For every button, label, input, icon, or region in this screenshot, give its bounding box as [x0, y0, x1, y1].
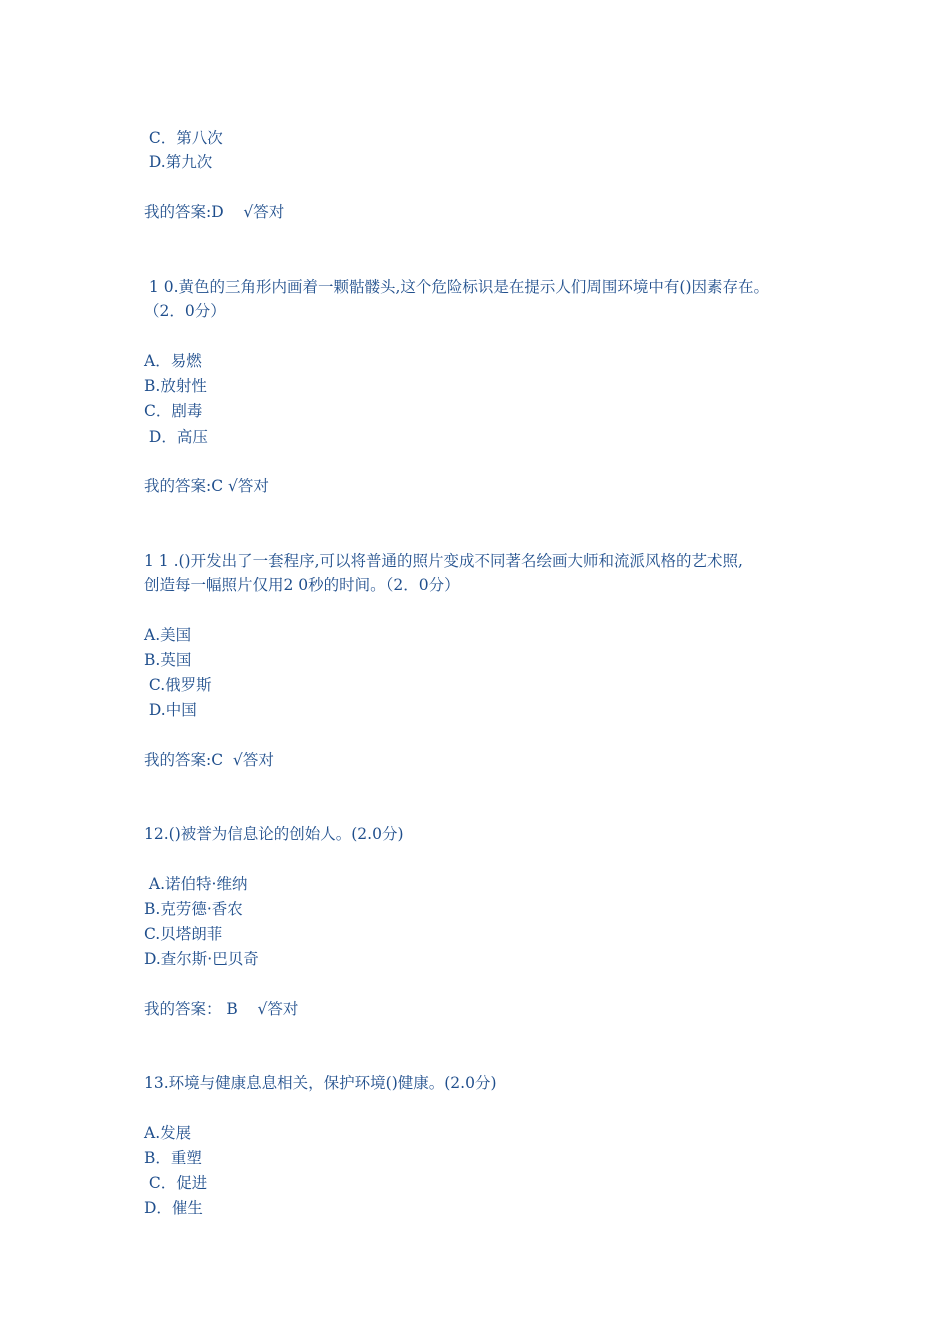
q10-question-line-1: 1 0.黄色的三角形内画着一颗骷髅头,这个危险标识是在提示人们周围环境中有()因素存在。 [144, 278, 770, 296]
q9-my-answer: 我的答案:D √答对 [144, 203, 285, 221]
q10-option-d: D．高压 [144, 428, 208, 446]
q11-question-line-2: 创造每一幅照片仅用2 0秒的时间。（2．0分） [144, 576, 460, 594]
q12-option-b: B.克劳德·香农 [144, 900, 243, 918]
q10-question-line-2: （2．0分） [144, 302, 226, 320]
q9-option-d: D.第九次 [144, 153, 213, 171]
q10-option-c: C．剧毒 [144, 402, 203, 420]
q9-option-c: C．第八次 [144, 129, 223, 147]
q11-option-c: C.俄罗斯 [144, 676, 212, 694]
q11-question-line-1: 1 1 .()开发出了一套程序,可以将普通的照片变成不同著名绘画大师和流派风格的艺术照, [144, 552, 743, 570]
q10-option-b: B.放射性 [144, 377, 207, 395]
q13-question: 13.环境与健康息息相关，保护环境()健康。(2.0分) [144, 1074, 497, 1092]
q11-option-b: B.英国 [144, 651, 192, 669]
q11-my-answer: 我的答案:C √答对 [144, 751, 274, 769]
q12-my-answer: 我的答案： B √答对 [144, 1000, 299, 1018]
q10-option-a: A．易燃 [144, 352, 202, 370]
q13-option-b: B．重塑 [144, 1149, 202, 1167]
q13-option-d: D．催生 [144, 1199, 203, 1217]
q10-my-answer: 我的答案:C √答对 [144, 477, 269, 495]
q11-option-a: A.美国 [144, 626, 192, 644]
q12-option-d: D.查尔斯·巴贝奇 [144, 950, 259, 968]
q12-option-a: A.诺伯特·维纳 [144, 875, 248, 893]
q13-option-a: A.发展 [144, 1124, 192, 1142]
q12-question: 12.()被誉为信息论的创始人。(2.0分) [144, 825, 404, 843]
q11-option-d: D.中国 [144, 701, 197, 719]
q13-option-c: C．促进 [144, 1174, 208, 1192]
q12-option-c: C.贝塔朗菲 [144, 925, 223, 943]
